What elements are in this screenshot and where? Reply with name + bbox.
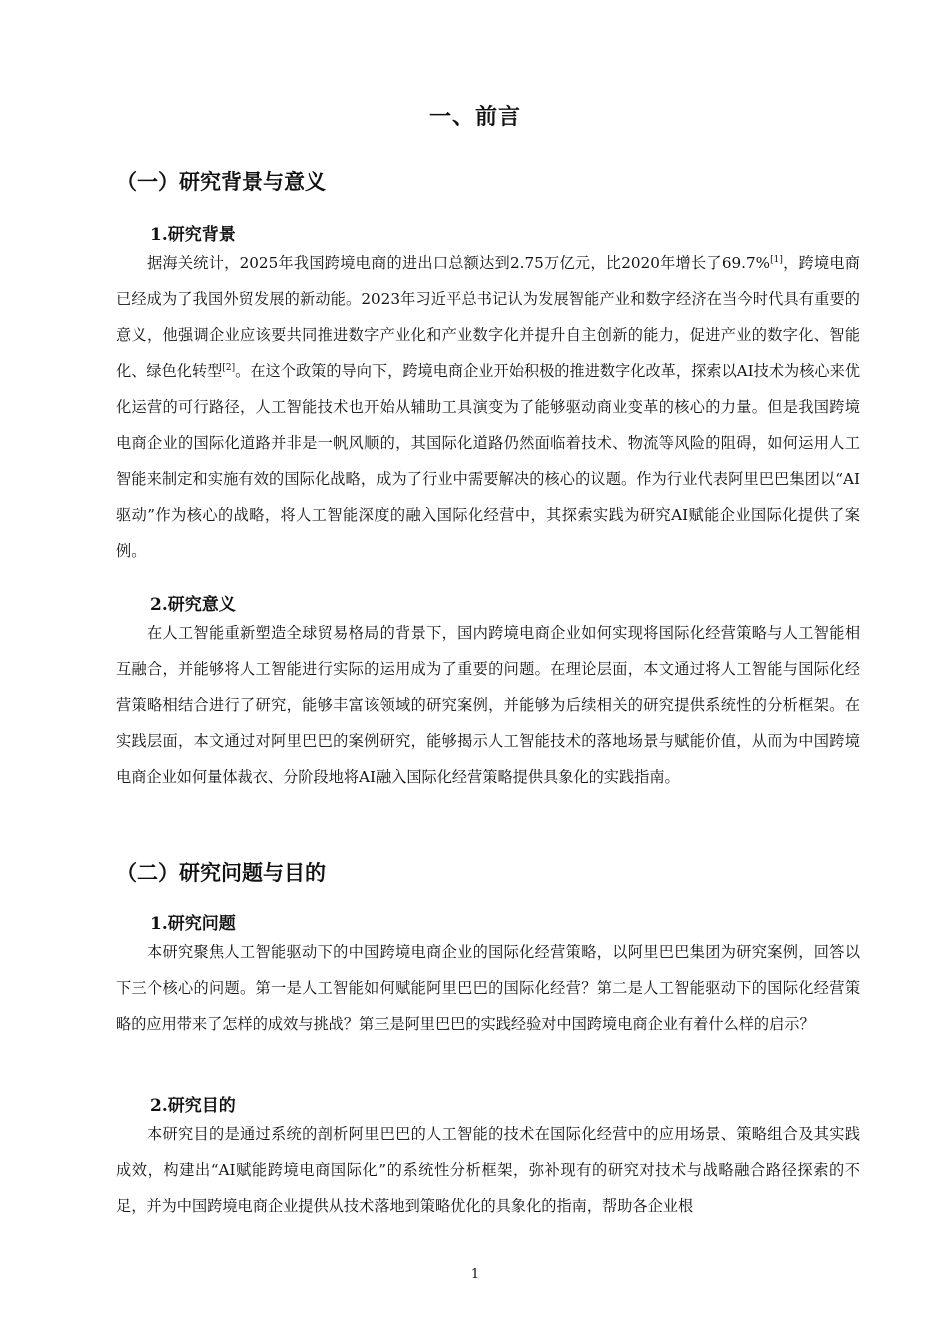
section-heading-background: （一）研究背景与意义 [116,169,326,194]
subsection-heading-significance: 2.研究意义 [150,595,236,615]
paragraph-significance: 在人工智能重新塑造全球贸易格局的背景下，国内跨境电商企业如何实现将国际化经营策略与人工智能相互融合，并能够将人工智能进行实际的运用成为了重要的问题。在理论层面，本文通过将人工智能与国际化经营策略相结合进行了研究，能够丰富该领域的研究案例，并能够为后续相关的研究提供系统性的分析框架。在实践层面，本文通过对阿里巴巴的案例研究，能够揭示人工智能技术的落地场景与赋能价值，从而为中国跨境电商企业如何量体裁衣、分阶段地将AI融入国际化经营策略提供具象化的实践指南。 [116,624,860,786]
paragraph-objectives: 本研究目的是通过系统的剖析阿里巴巴的人工智能的技术在国际化经营中的应用场景、策略组合及其实践成效，构建出“AI赋能跨境电商国际化”的系统性分析框架，弥补现有的研究对技术与战略融合路径探索的不足，并为中国跨境电商企业提供从技术落地到策略优化的具象化的指南，帮助各企业根 [116,1125,860,1215]
paragraph-background [116,245,860,569]
paragraph-background-part3: 。在这个政策的导向下，跨境电商企业开始积极的推进数字化改革，探索以AI技术为核心来优化运营的可行路径，人工智能技术也开始从辅助工具演变为了能够驱动商业变革的核心的力量。但是我国跨境电商企业的国际化道路并非是一帆风顺的，其国际化道路仍然面临着技术、物流等风险的阻碍，如何运用人工智能来制定和实施有效的国际化战略，成为了行业中需要解决的核心的议题。作为行业代表阿里巴巴集团以“AI驱动”作为核心的战略，将人工智能深度的融入国际化经营中，其探索实践为研究AI赋能企业国际化提供了案例。 [116,362,861,560]
citation-ref-2: [2] [222,362,236,373]
paragraph-background-part2: ，跨境电商已经成为了我国外贸发展的新动能。2023年习近平总书记认为发展智能产业和数字经济在当今时代具有重要的意义，他强调企业应该要共同推进数字产业化和产业数字化并提升自主创新的能力，促进产业的数字化、智能化、绿色化转型 [116,254,860,380]
section-heading-questions: （二）研究问题与目的 [116,860,326,885]
paragraph-questions: 本研究聚焦人工智能驱动下的中国跨境电商企业的国际化经营策略，以阿里巴巴集团为研究案例，回答以下三个核心的问题。第一是人工智能如何赋能阿里巴巴的国际化经营？第二是人工智能驱动下的国际化经营策略的应用带来了怎样的成效与挑战？第三是阿里巴巴的实践经验对中国跨境电商企业有着什么样的启示？ [116,943,860,1033]
subsection-heading-objectives: 2.研究目的 [150,1096,236,1116]
subsection-heading-questions: 1.研究问题 [150,914,236,934]
chapter-title: 一、前言 [428,104,521,130]
citation-ref-1: [1] [770,254,783,265]
subsection-heading-background: 1.研究背景 [150,225,236,245]
paragraph-background-part1: 据海关统计，2025年我国跨境电商的进出口总额达到2.75万亿元，比2020年增长了69.7% [147,254,771,272]
page-number: 1 [470,1267,480,1282]
